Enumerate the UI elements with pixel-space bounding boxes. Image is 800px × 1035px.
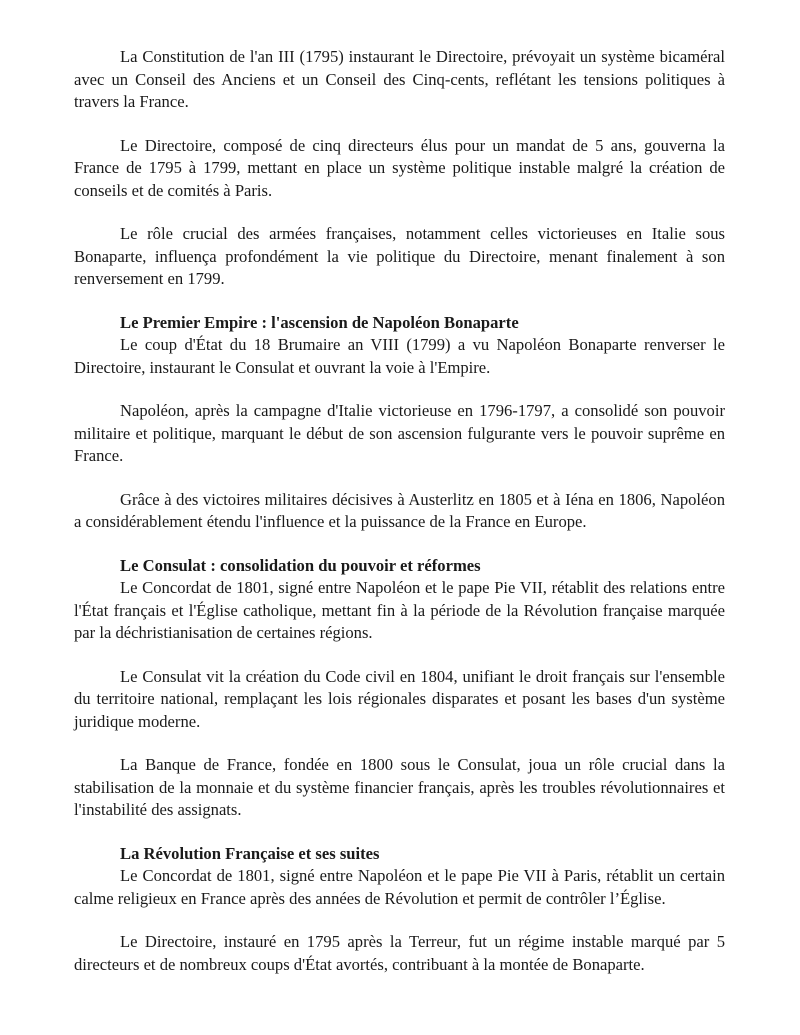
section-heading-empire: Le Premier Empire : l'ascension de Napoléon Bonaparte bbox=[120, 312, 519, 332]
paragraph: La Constitution de l'an III (1795) instaurant le Directoire, prévoyait un système bicaméral avec un Conseil des Anciens et un Conseil des Cinq-cents, reflétant les tensions politiques à travers la France. bbox=[74, 47, 725, 111]
paragraph: Le Consulat vit la création du Code civil en 1804, unifiant le droit français sur l'ensemble du territoire national, remplaçant les lois régionales disparates et posant les bases d'un système juridique moderne. bbox=[74, 666, 725, 731]
paragraph: Le Concordat de 1801, signé entre Napoléon et le pape Pie VII à Paris, rétablit un certain calme religieux en France après des années de Révolution et permit de contrôler l’Église. bbox=[74, 866, 725, 908]
section-heading-revolution: La Révolution Française et ses suites bbox=[120, 843, 380, 863]
paragraph: Le rôle crucial des armées françaises, notamment celles victorieuses en Italie sous Bonaparte, influença profondément la vie politique du Directoire, menant finalement à son renversement en 1799. bbox=[74, 224, 725, 288]
paragraph: Le Concordat de 1801, signé entre Napoléon et le pape Pie VII, rétablit des relations entre l'État français et l'Église catholique, mettant fin à la période de la Révolution française marquée par la déchristianisation de certaines régions. bbox=[74, 578, 725, 642]
paragraph: Grâce à des victoires militaires décisives à Austerlitz en 1805 et à Iéna en 1806, Napoléon a considérablement étendu l'influence et la puissance de la France en Europe. bbox=[74, 489, 725, 531]
paragraph: Le coup d'État du 18 Brumaire an VIII (1799) a vu Napoléon Bonaparte renverser le Directoire, instaurant le Consulat et ouvrant la voie à l'Empire. bbox=[74, 335, 725, 377]
paragraph: Le Directoire, composé de cinq directeurs élus pour un mandat de 5 ans, gouverna la France de 1795 à 1799, mettant en place un système politique instable malgré la création de conseils et de comités à Paris. bbox=[74, 135, 725, 200]
section-heading-consulat: Le Consulat : consolidation du pouvoir et réformes bbox=[120, 555, 481, 575]
paragraph: La Banque de France, fondée en 1800 sous le Consulat, joua un rôle crucial dans la stabilisation de la monnaie et du système financier français, après les troubles révolutionnaires et l'instabilité des assignats. bbox=[74, 755, 725, 819]
paragraph: Napoléon, après la campagne d'Italie victorieuse en 1796-1797, a consolidé son pouvoir militaire et politique, marquant le début de son ascension fulgurante vers le pouvoir suprême en France. bbox=[74, 401, 725, 465]
document-page bbox=[74, 46, 725, 997]
paragraph: Le Directoire, instauré en 1795 après la Terreur, fut un régime instable marqué par 5 directeurs et de nombreux coups d'État avortés, contribuant à la montée de Bonaparte. bbox=[74, 932, 725, 974]
